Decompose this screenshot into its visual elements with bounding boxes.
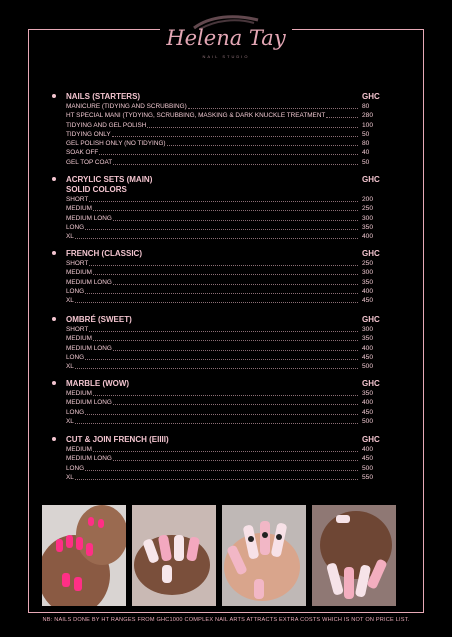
- section-header: [54, 175, 384, 185]
- item-label: SHORT: [66, 196, 89, 203]
- price-row: [54, 223, 384, 232]
- price-section: [54, 175, 384, 241]
- bullet-icon: [52, 94, 56, 98]
- item-price: 500: [362, 417, 374, 425]
- item-price: 450: [362, 297, 374, 305]
- item-label: XL: [66, 363, 74, 371]
- bullet-icon: [52, 317, 56, 321]
- item-label: SHORT: [66, 326, 89, 333]
- dot-leader: [85, 229, 358, 230]
- dot-leader: [75, 479, 358, 480]
- item-price: 40: [362, 149, 370, 157]
- price-row: [54, 121, 384, 130]
- section-subtitle: SOLID COLORS: [66, 185, 127, 194]
- price-row: [54, 158, 384, 167]
- item-label: HT SPECIAL MANI (TYDYING, SCRUBBING, MASKING & DARK KNUCKLE TREATMENT: [66, 112, 326, 120]
- bullet-icon: [52, 381, 56, 385]
- item-label: LONG: [66, 353, 85, 361]
- section-title: MARBLE (WOW): [66, 379, 130, 388]
- price-row: [54, 296, 384, 305]
- item-price: 500: [362, 363, 374, 371]
- price-row: [54, 417, 384, 426]
- price-row: [54, 445, 384, 454]
- item-label: MEDIUM LONG: [66, 344, 112, 352]
- item-price: 300: [362, 326, 374, 333]
- item-label: TIDYING AND GEL POLISH: [66, 121, 147, 129]
- pink-nails-photo: [42, 505, 126, 606]
- item-price: 450: [362, 353, 374, 361]
- price-row: [54, 325, 384, 334]
- price-row: [54, 148, 384, 157]
- item-price: 450: [362, 455, 374, 463]
- item-price: 200: [362, 196, 374, 203]
- currency-label: GHC: [362, 435, 380, 444]
- price-row: [54, 362, 384, 371]
- dot-leader: [113, 350, 358, 351]
- price-row: [54, 102, 384, 111]
- pink-ombre-nails-photo: [312, 505, 396, 606]
- dot-leader: [99, 154, 358, 155]
- item-price: 100: [362, 121, 374, 129]
- item-price: 250: [362, 260, 374, 267]
- dot-leader: [113, 284, 358, 285]
- section-header: [54, 249, 384, 259]
- photo-strip: [42, 505, 410, 606]
- currency-label: GHC: [362, 249, 380, 258]
- dot-leader: [93, 395, 358, 396]
- price-row: [54, 454, 384, 463]
- dot-leader: [75, 368, 358, 369]
- item-price: 50: [362, 130, 370, 138]
- dot-leader: [147, 127, 358, 128]
- item-price: 400: [362, 233, 374, 241]
- item-label: MEDIUM LONG: [66, 214, 112, 222]
- item-price: 350: [362, 278, 374, 286]
- item-label: SOAK OFF: [66, 149, 99, 157]
- item-price: 80: [362, 103, 370, 110]
- price-row: [54, 464, 384, 473]
- footer-note: NB: NAILS DONE BY HT RANGES FROM GHC1000 COMPLEX NAIL ARTS ATTRACTS EXTRA COSTS WHICH IS NOT ON PRICE LIST.: [42, 617, 410, 623]
- price-section: [54, 379, 384, 426]
- price-row: [54, 287, 384, 296]
- price-row: [54, 259, 384, 268]
- dot-leader: [85, 470, 358, 471]
- dot-leader: [326, 117, 358, 118]
- bullet-icon: [52, 437, 56, 441]
- dot-leader: [75, 423, 358, 424]
- price-section: [54, 435, 384, 482]
- item-label: XL: [66, 233, 74, 241]
- item-label: MANICURE (TIDYING AND SCRUBBING): [66, 103, 187, 110]
- item-price: 300: [362, 269, 374, 277]
- section-title: CUT & JOIN FRENCH (EIIII): [66, 435, 169, 444]
- section-title: ACRYLIC SETS (MAIN): [66, 175, 153, 184]
- item-price: 280: [362, 112, 374, 120]
- dot-leader: [93, 274, 358, 275]
- price-row: [54, 389, 384, 398]
- price-row: [54, 204, 384, 213]
- dot-leader: [112, 136, 358, 137]
- section-header: [54, 379, 384, 389]
- pink-black-art-nails-photo: [222, 505, 306, 606]
- item-price: 400: [362, 446, 374, 453]
- item-price: 50: [362, 158, 370, 166]
- item-price: 250: [362, 205, 374, 213]
- brand-tagline: NAIL STUDIO: [202, 54, 250, 59]
- dot-leader: [89, 265, 358, 266]
- dot-leader: [188, 108, 358, 109]
- currency-label: GHC: [362, 379, 380, 388]
- price-row: [54, 232, 384, 241]
- item-label: XL: [66, 297, 74, 305]
- section-title: OMBRÉ (SWEET): [66, 315, 132, 324]
- item-price: 400: [362, 344, 374, 352]
- item-label: LONG: [66, 408, 85, 416]
- item-price: 300: [362, 214, 374, 222]
- dot-leader: [113, 460, 358, 461]
- item-label: MEDIUM: [66, 269, 92, 277]
- dot-leader: [113, 164, 358, 165]
- bullet-icon: [52, 251, 56, 255]
- price-row: [54, 353, 384, 362]
- item-price: 350: [362, 223, 374, 231]
- item-label: MEDIUM: [66, 335, 92, 343]
- price-row: [54, 398, 384, 407]
- brand-name: Helena Tay: [166, 26, 286, 50]
- item-price: 350: [362, 335, 374, 343]
- price-row: [54, 139, 384, 148]
- price-section: [54, 92, 384, 167]
- item-price: 350: [362, 390, 374, 397]
- item-price: 400: [362, 287, 374, 295]
- dot-leader: [85, 293, 358, 294]
- item-label: LONG: [66, 464, 85, 472]
- item-label: XL: [66, 473, 74, 481]
- item-label: MEDIUM LONG: [66, 399, 112, 407]
- dot-leader: [75, 302, 358, 303]
- dot-leader: [85, 414, 358, 415]
- price-row: [54, 408, 384, 417]
- dot-leader: [89, 331, 358, 332]
- item-label: MEDIUM LONG: [66, 278, 112, 286]
- item-price: 450: [362, 408, 374, 416]
- item-label: MEDIUM: [66, 390, 92, 397]
- item-label: SHORT: [66, 260, 89, 267]
- dot-leader: [85, 359, 358, 360]
- item-price: 550: [362, 473, 374, 481]
- price-row: [54, 473, 384, 482]
- section-header: [54, 435, 384, 445]
- dot-leader: [167, 145, 358, 146]
- item-label: MEDIUM: [66, 446, 92, 453]
- price-section: [54, 315, 384, 371]
- price-row: [54, 195, 384, 204]
- dot-leader: [93, 340, 358, 341]
- section-header: [54, 92, 384, 102]
- dot-leader: [75, 238, 358, 239]
- price-row: [54, 278, 384, 287]
- dot-leader: [93, 210, 358, 211]
- item-price: 500: [362, 464, 374, 472]
- price-row: [54, 344, 384, 353]
- item-label: TIDYING ONLY: [66, 130, 111, 138]
- item-label: MEDIUM: [66, 205, 92, 213]
- item-label: GEL TOP COAT: [66, 158, 113, 166]
- dot-leader: [113, 404, 358, 405]
- price-row: [54, 111, 384, 120]
- currency-label: GHC: [362, 315, 380, 324]
- section-title: FRENCH (CLASSIC): [66, 249, 142, 258]
- price-row: [54, 130, 384, 139]
- white-pink-french-nails-photo: [132, 505, 216, 606]
- item-label: GEL POLISH ONLY (NO TIDYING): [66, 140, 166, 148]
- item-label: LONG: [66, 223, 85, 231]
- dot-leader: [93, 451, 358, 452]
- currency-label: GHC: [362, 92, 380, 101]
- price-row: [54, 214, 384, 223]
- item-price: 80: [362, 140, 370, 148]
- brand-logo: [160, 12, 292, 62]
- price-section: [54, 249, 384, 305]
- dot-leader: [89, 201, 358, 202]
- price-row: [54, 268, 384, 277]
- price-row: [54, 334, 384, 343]
- item-label: MEDIUM LONG: [66, 455, 112, 463]
- section-title: NAILS (STARTERS): [66, 92, 141, 101]
- item-price: 400: [362, 399, 374, 407]
- bullet-icon: [52, 177, 56, 181]
- item-label: LONG: [66, 287, 85, 295]
- section-header: [54, 315, 384, 325]
- item-label: XL: [66, 417, 74, 425]
- currency-label: GHC: [362, 175, 380, 184]
- dot-leader: [113, 220, 358, 221]
